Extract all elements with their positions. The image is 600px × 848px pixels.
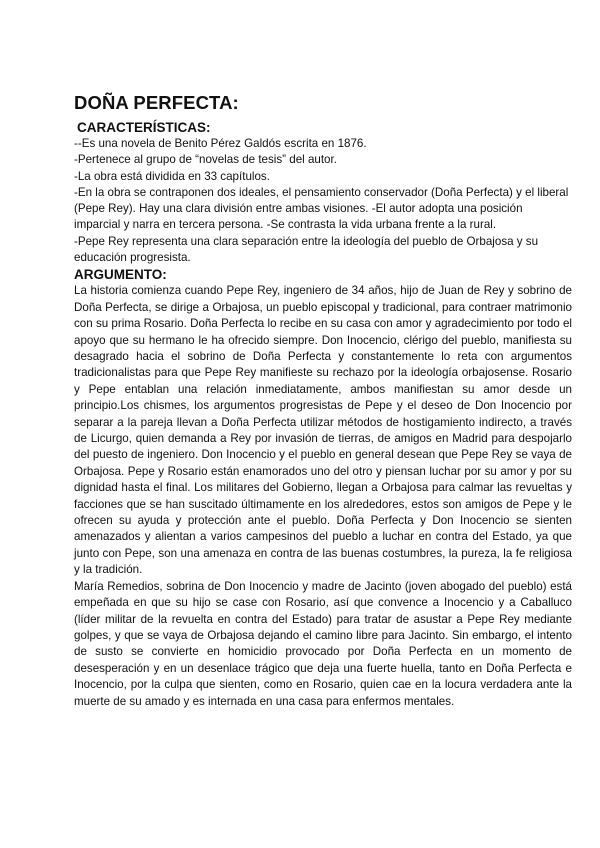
argument-paragraph: María Remedios, sobrina de Don Inocencio y madre de Jacinto (joven abogado del pueblo) está empeñada en que su hijo se case con Rosario, así que convence a Inocencio y a Caballuco (líder militar de la revuelta en contra del Estado) para tratar de asustar a Pepe Rey mediante golpes, y que se vaya de Orbajosa dejando el camino libre para Jacinto. Sin embargo, el intento de susto se convierte en homicidio provocado por Doña Perfecta en un momento de desesperación y en un desenlace trágico que deja una fuerte huella, tanto en Doña Perfecta e Inocencio, por la culpa que sienten, como en Rosario, quien cae en la locura verdadera ante la muerte de su amado y es internada en una casa para enfermos mentales. <box>74 579 572 708</box>
argument-body <box>74 283 572 710</box>
characteristic-item: -En la obra se contraponen dos ideales, el pensamiento conservador (Doña Perfecta) y el liberal (Pepe Rey). Hay una clara división entre ambas visiones. -El autor adopta una posición imparcial y narra en tercera persona. -Se contrasta la vida urbana frente a la rural. <box>74 185 569 232</box>
characteristic-item: -Pepe Rey representa una clara separación entre la ideología del pueblo de Orbajosa y su educación progresista. <box>74 234 539 265</box>
document-title: DOÑA PERFECTA: <box>74 92 239 113</box>
characteristic-item: --Es una novela de Benito Pérez Galdós escrita en 1876. <box>74 137 367 150</box>
characteristic-item: -Pertenece al grupo de “novelas de tesis” del autor. <box>74 153 337 167</box>
argument-heading: ARGUMENTO: <box>74 267 167 283</box>
characteristics-heading: CARACTERÍSTICAS: <box>77 120 211 135</box>
argument-paragraph: La historia comienza cuando Pepe Rey, ingeniero de 34 años, hijo de Juan de Rey y sobrino de Doña Perfecta, se dirige a Orbajosa, un pueblo episcopal y tradicional, para contraer matrimonio con su prima Rosario. Doña Perfecta lo recibe en su casa con amor y agradecimiento por todo el apoyo que su hermano le ha ofrecido siempre. Don Inocencio, clérigo del pueblo, manifiesta su desagrado hacia el sobrino de Doña Perfecta y constantemente lo reta con argumentos tradicionalistas para que Pepe Rey manifieste su rechazo por la ideología orbajosense. Rosario y Pepe entablan una relación inmediatamente, ambos manifiestan su amor desde un principio.Los chismes, los argumentos progresistas de Pepe y el deseo de Don Inocencio por separar a la pareja llevan a Doña Perfecta utilizar métodos de hostigamiento indirecto, a través de Licurgo, quien demanda a Rey por invasión de tierras, de amigos en Madrid para despojarlo del puesto de ingeniero. Don Inocencio y el pueblo en general desean que Pepe Rey se vaya de Orbajosa. Pepe y Rosario están enamorados uno del otro y piensan luchar por su amor y por su dignidad hasta el final. Los militares del Gobierno, llegan a Orbajosa para calmar las revueltas y facciones que se han suscitado últimamente en los alrededores, estos son amigos de Pepe y le ofrecen su ayuda y protección ante el pueblo. Doña Perfecta y Don Inocencio se sienten amenazados y alientan a varios campesinos del pueblo a luchar en contra del Estado, ya que junto con Pepe, son una amenaza en contra de las buenas costumbres, la pureza, la fe religiosa y la tradición. <box>74 284 572 577</box>
characteristics-list <box>74 136 572 266</box>
characteristic-item: -La obra está dividida en 33 capítulos. <box>74 169 270 183</box>
